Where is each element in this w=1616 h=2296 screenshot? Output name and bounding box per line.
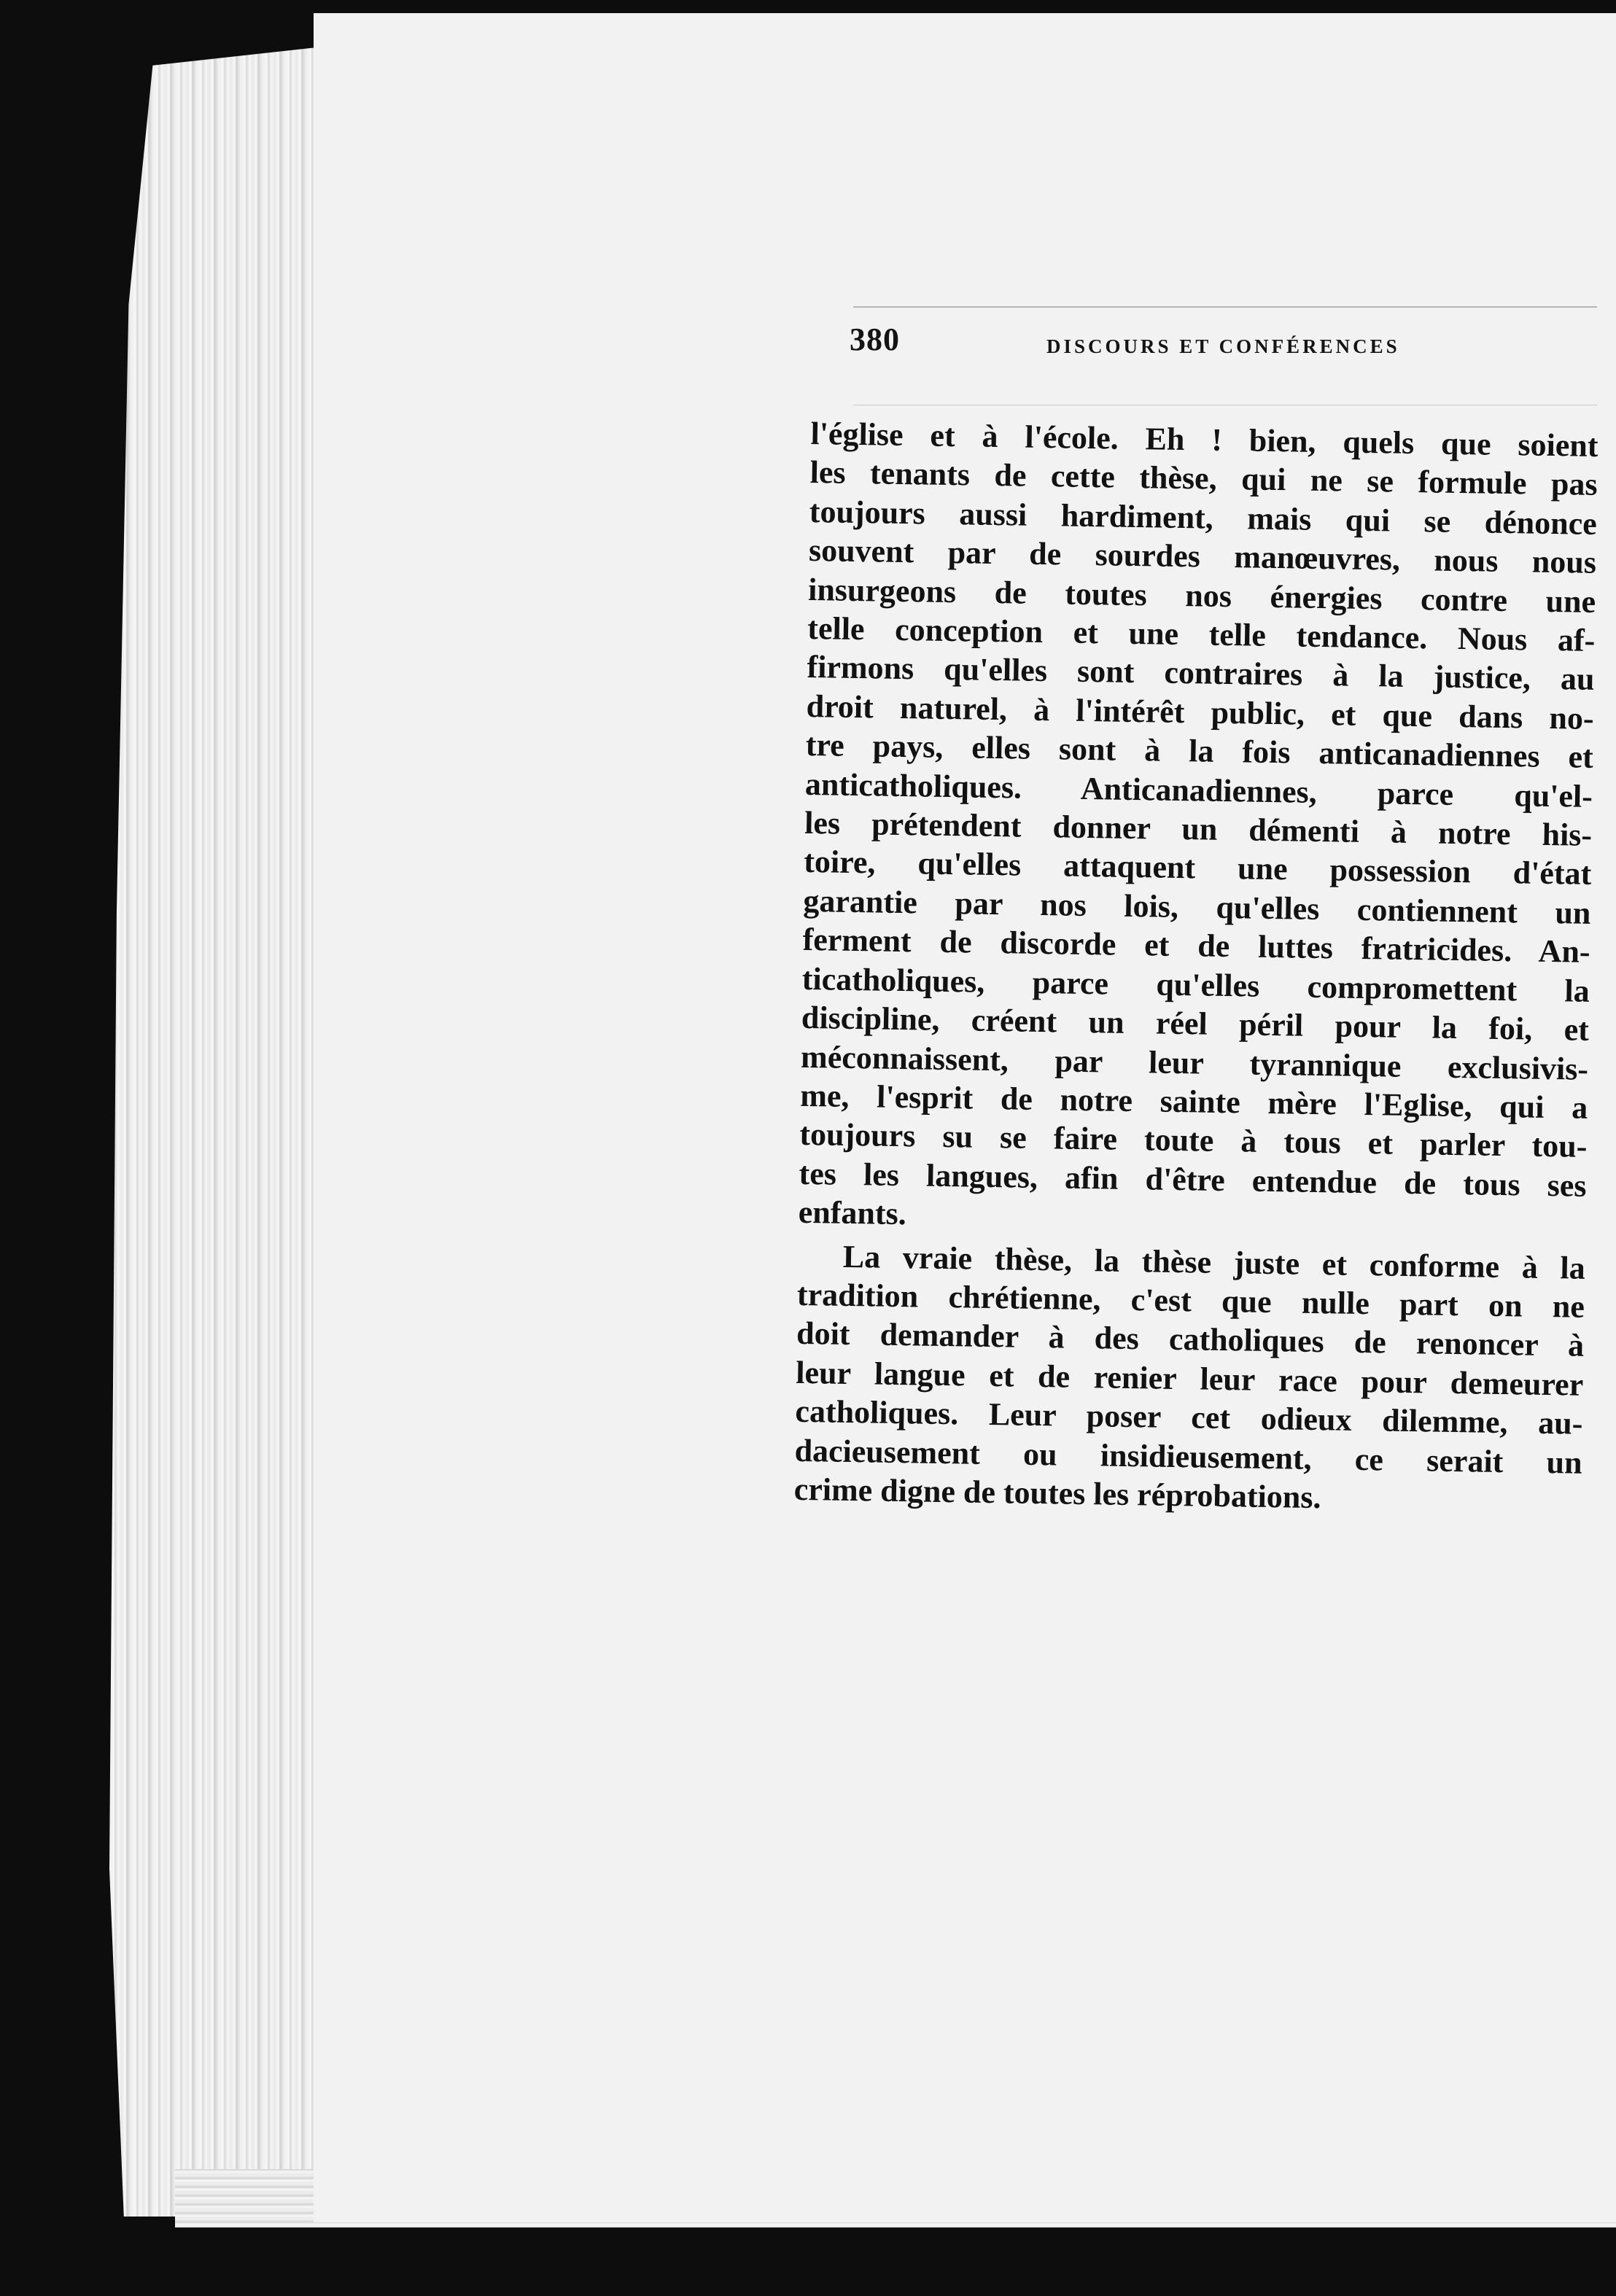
text-line: me, l'esprit de notre sainte mère l'Eglise, qui a xyxy=(799,1077,1588,1126)
text-line: discipline, créent un réel péril pour la foi, et xyxy=(801,999,1590,1048)
text-line: l'église et à l'école. Eh ! bien, quels que soient xyxy=(810,415,1598,464)
text-line: telle conception et une telle tendance. Nous af- xyxy=(807,610,1596,658)
text-line: anticatholiques. Anticanadiennes, parce qu'el- xyxy=(804,766,1593,814)
paragraph xyxy=(793,1236,1585,1521)
text-line: ferment de discorde et de luttes fratricides. An- xyxy=(802,922,1590,970)
text-line: La vraie thèse, la thèse juste et conforme à la xyxy=(842,1238,1586,1286)
page-number: 380 xyxy=(850,322,900,357)
text-line: catholiques. Leur poser cet odieux dilemme, au- xyxy=(795,1393,1583,1441)
text-line: toire, qu'elles attaquent une possession d'état xyxy=(803,844,1592,892)
text-line: firmons qu'elles sont contraires à la justice, au xyxy=(807,649,1595,698)
text-line: toujours su se faire toute à tous et parler tou- xyxy=(799,1116,1588,1165)
header-rule-top xyxy=(853,306,1597,308)
text-line: leur langue et de renier leur race pour demeurer xyxy=(795,1354,1584,1403)
text-line: tes les langues, afin d'être entendue de tous ses xyxy=(799,1155,1587,1204)
text-line: insurgeons de toutes nos énergies contre une xyxy=(807,571,1596,620)
text-line: droit naturel, à l'intérêt public, et que dans no- xyxy=(806,688,1594,736)
text-line: tradition chrétienne, c'est que nulle part on ne xyxy=(796,1276,1585,1325)
text-line: méconnaissent, par leur tyrannique exclusivis- xyxy=(800,1038,1589,1087)
text-line: toujours aussi hardiment, mais qui se dénonce xyxy=(809,493,1598,542)
text-line: les prétendent donner un démenti à notre his- xyxy=(804,804,1593,853)
text-line: les tenants de cette thèse, qui ne se formule pas xyxy=(809,454,1598,503)
text-line: doit demander à des catholiques de renoncer à xyxy=(796,1315,1585,1364)
text-line: enfants. xyxy=(798,1194,907,1232)
paragraph xyxy=(798,414,1598,1244)
running-head xyxy=(850,321,1601,372)
text-line: dacieusement ou insidieusement, ce serait un xyxy=(794,1432,1582,1481)
text-line: garantie par nos lois, qu'elles contiennent un xyxy=(803,882,1591,931)
text-line: souvent par de sourdes manœuvres, nous nous xyxy=(808,532,1597,581)
running-title: DISCOURS ET CONFÉRENCES xyxy=(1046,335,1400,357)
text-line: ticatholiques, parce qu'elles compromettent la xyxy=(801,960,1590,1009)
text-line: tre pays, elles sont à la fois anticanadiennes et xyxy=(805,727,1594,776)
text-line: crime digne de toutes les réprobations. xyxy=(793,1471,1321,1516)
body-text xyxy=(793,414,1598,1521)
